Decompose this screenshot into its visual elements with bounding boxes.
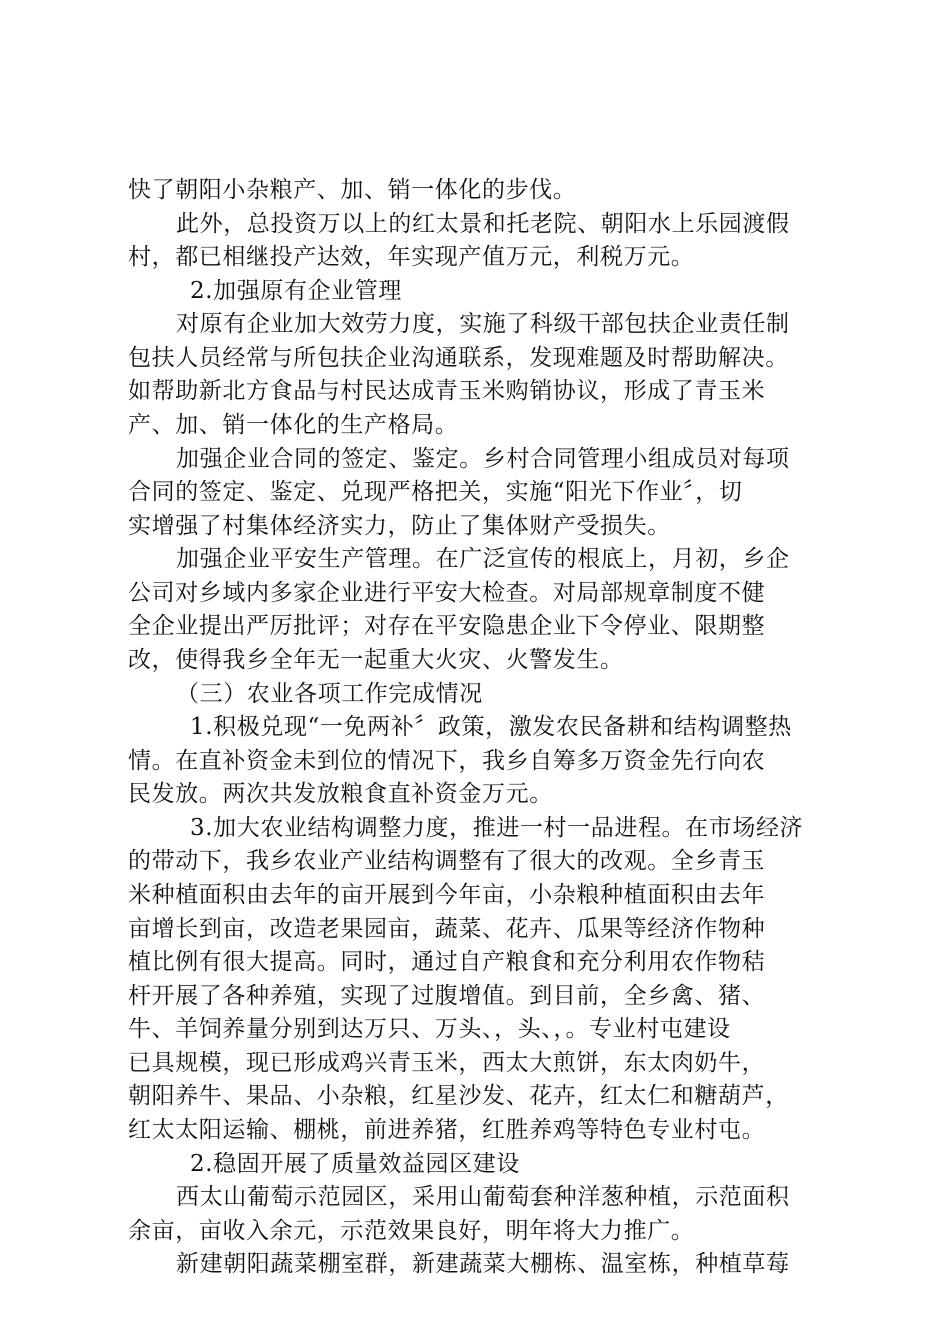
section-heading-4: 2.稳固开展了质量效益园区建设 xyxy=(190,1151,520,1177)
text-line-11: 实增强了村集体经济实力，防止了集体财产受损失。 xyxy=(128,513,671,539)
text-line-19: 民发放。两次共发放粮食直补资金万元。 xyxy=(128,781,553,807)
text-line-17: 1.积极兑现“一免两补〞政策，激发农民备耕和结构调整热 xyxy=(190,714,792,740)
text-line-14: 全企业提出严厉批评；对存在平安隐患企业下令停业、限期整 xyxy=(128,613,766,639)
text-line-18: 情。在直补资金未到位的情况下，我乡自筹多万资金先行向农 xyxy=(128,748,766,774)
text-line-3: 村，都已相继投产达效，年实现产值万元，利税万元。 xyxy=(128,244,695,270)
text-line-25: 杆开展了各种养殖，实现了过腹增值。到目前，全乡禽、猪、 xyxy=(128,983,766,1009)
section-heading-3: （三）农业各项工作完成情况 xyxy=(176,681,483,707)
text-line-8: 产、加、销一体化的生产格局。 xyxy=(128,412,459,438)
text-line-29: 红太太阳运输、棚桃，前进养猪，红胜养鸡等特色专业村屯。 xyxy=(128,1117,766,1143)
text-line-27: 已具规模，现已形成鸡兴青玉米，西太大煎饼，东太肉奶牛， xyxy=(128,1050,766,1076)
text-line-2: 此外，总投资万以上的红太景和托老院、朝阳水上乐园渡假 xyxy=(176,211,790,237)
text-line-22: 米种植面积由去年的亩开展到今年亩，小杂粮种植面积由去年 xyxy=(128,882,766,908)
text-line-6: 包扶人员经常与所包扶企业沟通联系，发现难题及时帮助解决。 xyxy=(128,345,789,371)
text-line-13: 公司对乡域内多家企业进行平安大检查。对局部规章制度不健 xyxy=(128,580,766,606)
text-line-28: 朝阳养牛、果品、小杂粮，红星沙发、花卉，红太仁和糖葫芦， xyxy=(128,1083,789,1109)
text-line-12: 加强企业平安生产管理。在广泛宣传的根底上，月初，乡企 xyxy=(176,546,790,572)
text-line-5: 对原有企业加大效劳力度，实施了科级干部包扶企业责任制 xyxy=(176,311,790,337)
text-line-21: 的带动下，我乡农业产业结构调整有了很大的改观。全乡青玉 xyxy=(128,848,766,874)
text-line-10: 合同的签定、鉴定、兑现严格把关，实施“阳光下作业〞，切 xyxy=(128,479,743,505)
text-line-24: 植比例有很大提高。同时，通过自产粮食和充分利用农作物秸 xyxy=(128,949,766,975)
text-line-33: 新建朝阳蔬菜棚室群，新建蔬菜大棚栋、温室栋，种植草莓 xyxy=(176,1251,790,1277)
text-line-7: 如帮助新北方食品与村民达成青玉米购销协议，形成了青玉米 xyxy=(128,378,766,404)
text-line-31: 西太山葡萄示范园区，采用山葡萄套种洋葱种植，示范面积 xyxy=(176,1184,790,1210)
text-line-32: 余亩，亩收入余元，示范效果良好，明年将大力推广。 xyxy=(128,1218,695,1244)
text-line-9: 加强企业合同的签定、鉴定。乡村合同管理小组成员对每项 xyxy=(176,446,790,472)
text-line-26: 牛、羊饲养量分别到达万只、万头、，头、，。专业村屯建设 xyxy=(128,1016,731,1042)
text-line-20: 3.加大农业结构调整力度，推进一村一品进程。在市场经济 xyxy=(190,815,804,841)
section-heading-2: 2.加强原有企业管理 xyxy=(190,278,402,304)
text-line-23: 亩增长到亩，改造老果园亩，蔬菜、花卉、瓜果等经济作物种 xyxy=(128,916,766,942)
text-line-1: 快了朝阳小杂粮产、加、销一体化的步伐。 xyxy=(128,177,577,203)
text-line-15: 改，使得我乡全年无一起重大火灾、火警发生。 xyxy=(128,647,624,673)
